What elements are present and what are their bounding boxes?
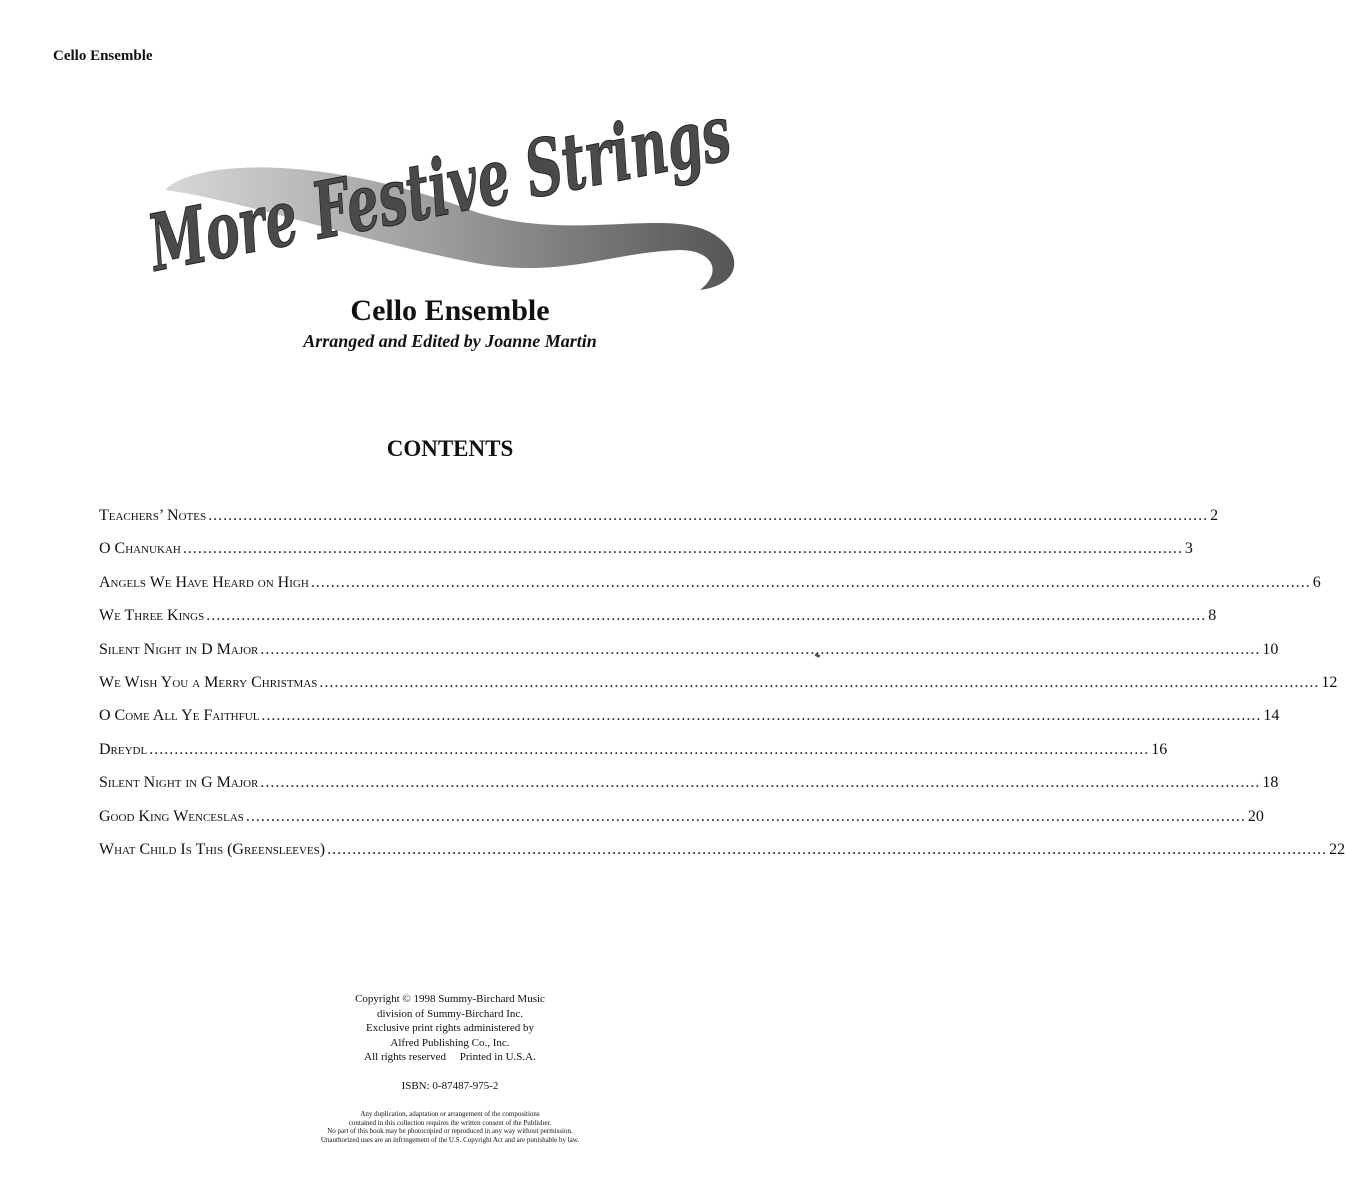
toc-page: 2: [1210, 507, 1219, 524]
toc-page: 8: [1208, 607, 1217, 625]
toc-page: 14: [1263, 707, 1280, 725]
toc-title: What Child Is This (Greensleeves): [99, 840, 326, 858]
toc-row: [99, 507, 1219, 540]
legal-line: No part of this book may be photocopied or reproduced in any way without permission.: [327, 1127, 573, 1135]
toc-leader: [319, 674, 1319, 692]
toc-title: Silent Night in G Major: [99, 774, 259, 792]
title-logo: [140, 27, 1050, 310]
toc-row: [99, 540, 1193, 573]
toc-row: [99, 673, 1338, 707]
toc-title: Good King Wenceslas: [99, 807, 244, 825]
running-head: Cello Ensemble: [53, 48, 153, 64]
copyright-line: Alfred Publishing Co., Inc.: [390, 1036, 510, 1049]
arranger-credit: Arranged and Edited by Joanne Martin: [303, 331, 597, 351]
toc-title: We Wish You a Merry Christmas: [99, 673, 318, 691]
toc-leader: [206, 607, 1206, 625]
toc-leader: [261, 707, 1261, 725]
toc-page: 20: [1247, 807, 1264, 825]
contents-heading: CONTENTS: [386, 436, 514, 461]
legal-line: Any duplication, adaptation or arrangement of the compositions: [360, 1110, 540, 1118]
toc-title: Dreydl: [99, 740, 148, 758]
toc-row: [99, 640, 1279, 674]
copyright-line: Copyright © 1998 Summy-Birchard Music: [355, 993, 545, 1005]
toc-title: O Come All Ye Faithful: [99, 707, 260, 725]
toc-leader: [311, 574, 1311, 592]
toc-title: Angels We Have Heard on High: [99, 573, 309, 591]
logo-text: More Festive Strings: [141, 27, 1050, 290]
toc-leader: [183, 540, 1183, 558]
toc-row: [99, 774, 1279, 807]
copyright-line: division of Summy-Birchard Inc.: [376, 1007, 524, 1020]
copyright-line: Exclusive print rights administered by: [365, 1022, 535, 1034]
isbn: ISBN: 0-87487-975-2: [401, 1080, 499, 1092]
toc-page: 3: [1184, 540, 1193, 558]
toc-leader: [260, 641, 1260, 659]
toc-page: 18: [1262, 774, 1279, 792]
toc-row: [99, 573, 1321, 607]
toc-page: 16: [1151, 740, 1168, 758]
toc-title: Silent Night in D Major: [99, 640, 259, 658]
toc-page: 12: [1321, 673, 1338, 691]
copyright-line: All rights reserved Printed in U.S.A.: [364, 1051, 536, 1063]
toc-row: [99, 607, 1217, 640]
subtitle: Cello Ensemble: [350, 294, 550, 327]
legal-line: contained in this collection requires the written consent of the Publisher.: [348, 1118, 552, 1127]
toc-leader: [208, 507, 1208, 525]
copyright-block: [0, 992, 900, 1065]
toc-row: [99, 840, 1345, 874]
legal-line: Unauthorized uses are an infringement of the U.S. Copyright Act and are punishable by law.: [320, 1135, 580, 1144]
toc-page: 10: [1262, 640, 1279, 658]
toc-page: 6: [1312, 573, 1321, 591]
toc-leader: [149, 741, 1149, 759]
toc-title: O Chanukah: [99, 540, 181, 558]
toc-title: We Three Kings: [99, 607, 205, 625]
toc-leader: [327, 841, 1327, 859]
toc-row: [99, 707, 1280, 740]
legal-notice: [0, 1110, 900, 1144]
toc-row: [99, 807, 1264, 841]
toc-leader: [246, 808, 1246, 826]
toc-leader: [260, 774, 1260, 792]
table-of-contents: [99, 507, 1345, 874]
toc-page: 22: [1329, 840, 1345, 858]
toc-title: Teachers’ Notes: [99, 507, 207, 524]
toc-row: [99, 740, 1168, 774]
